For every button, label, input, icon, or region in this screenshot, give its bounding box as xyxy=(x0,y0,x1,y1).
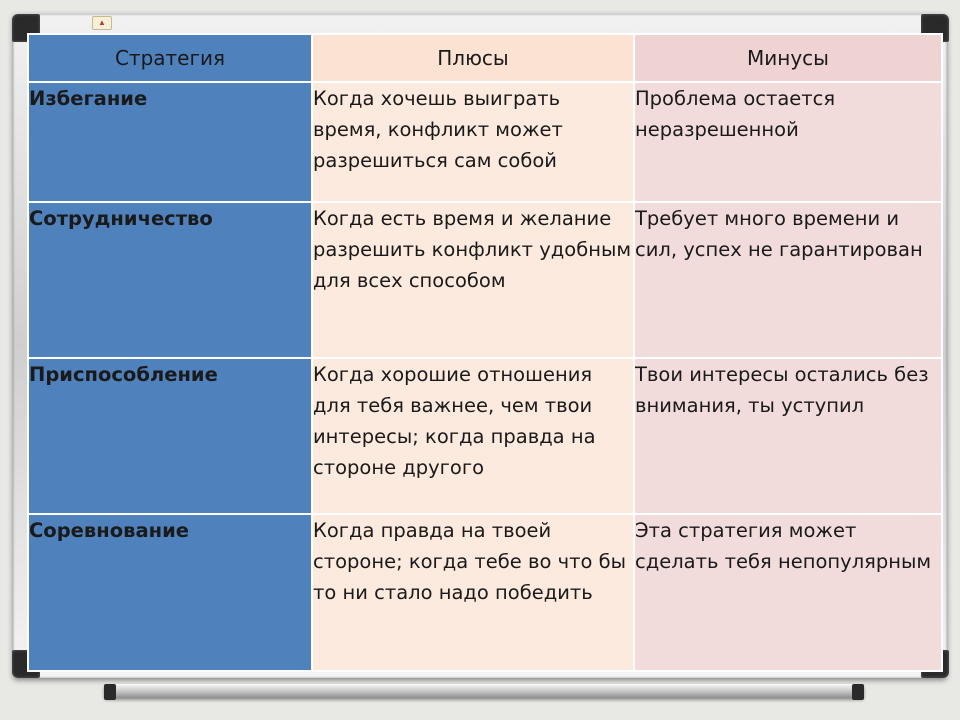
strategy-name: Приспособление xyxy=(28,358,312,514)
strategy-pros: Когда хочешь выиграть время, конфликт может разрешиться сам собой xyxy=(312,82,634,202)
strategy-cons: Эта стратегия может сделать тебя непопулярным xyxy=(634,514,942,671)
table-row xyxy=(28,358,942,514)
strategy-cons: Твои интересы остались без внимания, ты уступил xyxy=(634,358,942,514)
strategy-cons: Проблема остается неразрешенной xyxy=(634,82,942,202)
header-strategy: Стратегия xyxy=(28,34,312,82)
header-cons: Минусы xyxy=(634,34,942,82)
table-row xyxy=(28,202,942,358)
tray-end-cap-left xyxy=(104,684,116,700)
table-header-row xyxy=(28,34,942,82)
marker-tray xyxy=(104,684,864,698)
strategy-name: Избегание xyxy=(28,82,312,202)
tray-end-cap-right xyxy=(852,684,864,700)
marker-clip-icon: ▲ xyxy=(92,16,112,30)
strategy-table xyxy=(27,33,943,672)
strategy-pros: Когда правда на твоей стороне; когда тебе во что бы то ни стало надо победить xyxy=(312,514,634,671)
strategy-name: Соревнование xyxy=(28,514,312,671)
strategy-name: Сотрудничество xyxy=(28,202,312,358)
strategy-pros: Когда хорошие отношения для тебя важнее, чем твои интересы; когда правда на стороне другого xyxy=(312,358,634,514)
strategy-cons: Требует много времени и сил, успех не гарантирован xyxy=(634,202,942,358)
table-row xyxy=(28,514,942,671)
header-pros: Плюсы xyxy=(312,34,634,82)
strategy-pros: Когда есть время и желание разрешить конфликт удобным для всех способом xyxy=(312,202,634,358)
table-row xyxy=(28,82,942,202)
